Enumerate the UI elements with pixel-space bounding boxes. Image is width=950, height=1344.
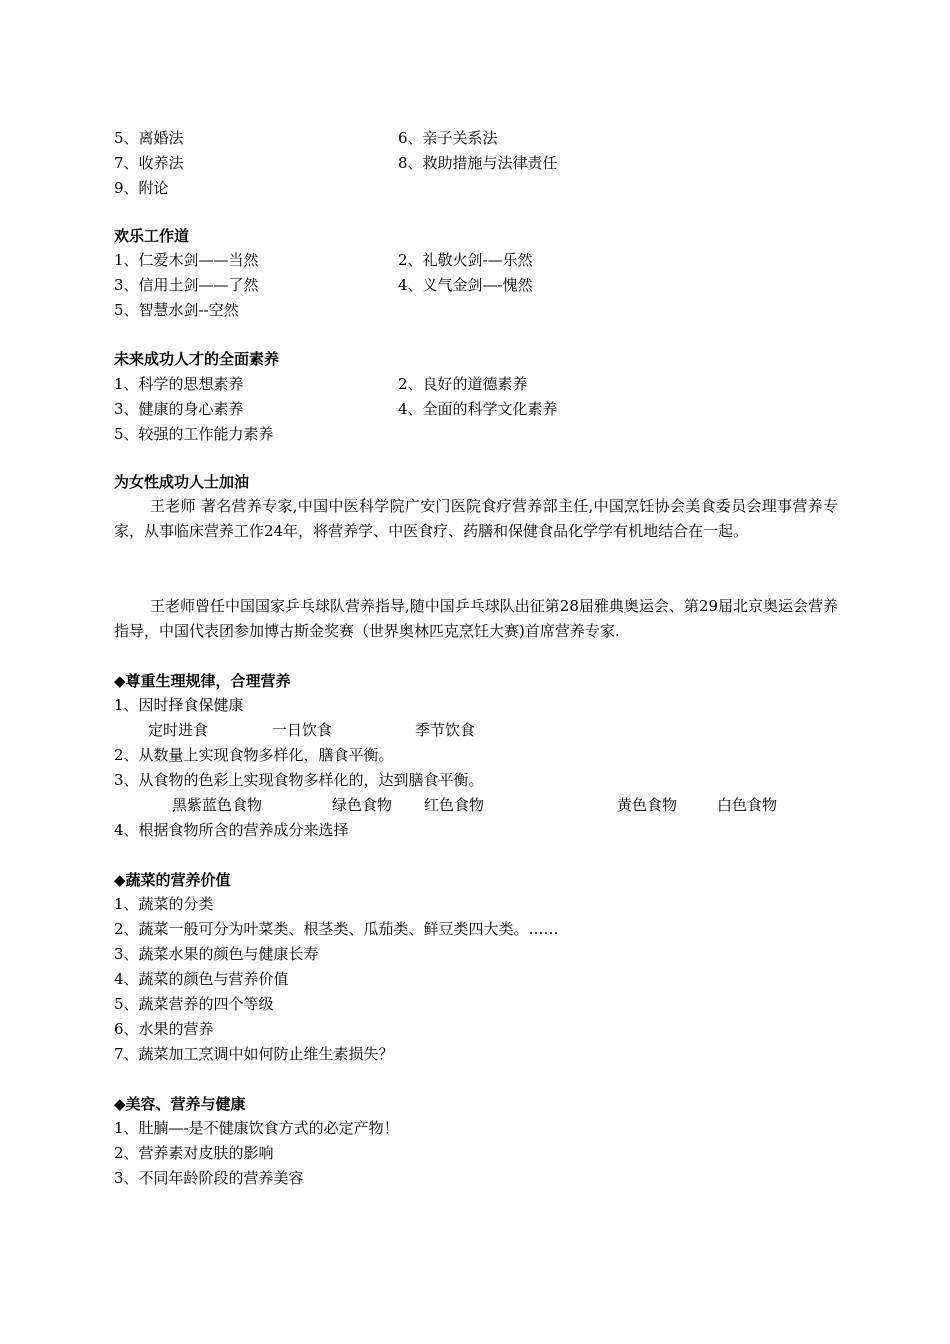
color-item: 白色食物 [717,796,778,814]
section-heading: 为女性成功人士加油 [114,473,250,491]
section-heading: ◆尊重生理规律，合理营养 [114,672,291,690]
list-item: 2、蔬菜一般可分为叶菜类、根茎类、瓜茄类、鲜豆类四大类。…… [114,920,559,938]
list-item: 3、不同年龄阶段的营养美容 [114,1169,304,1187]
list-item: 4、义气金剑—-愧然 [398,276,533,294]
list-item: 5、智慧水剑--空然 [114,301,239,319]
list-item: 3、蔬菜水果的颜色与健康长寿 [114,945,319,963]
sub-item: 一日饮食 [272,721,333,739]
list-item: 6、水果的营养 [114,1020,214,1038]
list-item: 7、蔬菜加工烹调中如何防止维生素损失？ [114,1045,394,1063]
list-item: 3、健康的身心素养 [114,400,244,418]
list-item: 4、全面的科学文化素养 [398,400,558,418]
list-item: 9、附论 [114,179,169,197]
list-item: 5、较强的工作能力素养 [114,425,274,443]
list-item: 7、收养法 [114,154,184,172]
list-item: 1、肚腩—-是不健康饮食方式的必定产物！ [114,1119,399,1137]
list-item: 4、蔬菜的颜色与营养价值 [114,970,289,988]
paragraph: 王老师 著名营养专家,中国中医科学院广安门医院食疗营养部主任,中国烹饪协会美食委员会理事营养专家，从事临床营养工作24年，将营养学、中医食疗、药膳和保健食品化学学有机地结合在一起。 [114,497,838,540]
list-item: 3、信用土剑——了然 [114,276,259,294]
list-item: 1、科学的思想素养 [114,375,244,393]
section-heading: 未来成功人才的全面素养 [114,350,280,368]
list-item: 5、离婚法 [114,129,184,147]
section-heading: ◆美容、营养与健康 [114,1095,246,1113]
sub-item: 定时进食 [148,721,209,739]
list-item: 3、从食物的色彩上实现食物多样化的，达到膳食平衡。 [114,771,484,789]
section-heading: 欢乐工作道 [114,227,190,245]
list-item: 2、营养素对皮肤的影响 [114,1144,274,1162]
color-item: 黑紫蓝色食物 [172,796,263,814]
list-item: 8、救助措施与法律责任 [398,154,558,172]
section-heading: ◆蔬菜的营养价值 [114,871,231,889]
list-item: 2、礼敬火剑-—乐然 [398,251,533,269]
color-item: 黄色食物 [617,796,678,814]
list-item: 5、蔬菜营养的四个等级 [114,995,274,1013]
paragraph: 王老师曾任中国国家乒乓球队营养指导,随中国乒乓球队出征第28届雅典奥运会、第29届北京奥运会营养指导，中国代表团参加博古斯金奖赛（世界奥林匹克烹饪大赛)首席营养专家. [114,597,838,640]
list-item: 1、蔬菜的分类 [114,895,214,913]
list-item: 6、亲子关系法 [398,129,498,147]
list-item: 1、仁爱木剑——当然 [114,251,259,269]
color-item: 红色食物 [424,796,485,814]
sub-item: 季节饮食 [415,721,476,739]
list-item: 2、从数量上实现食物多样化，膳食平衡。 [114,746,394,764]
list-item: 4、根据食物所含的营养成分来选择 [114,821,349,839]
color-item: 绿色食物 [332,796,393,814]
list-item: 1、因时择食保健康 [114,696,244,714]
list-item: 2、良好的道德素养 [398,375,528,393]
